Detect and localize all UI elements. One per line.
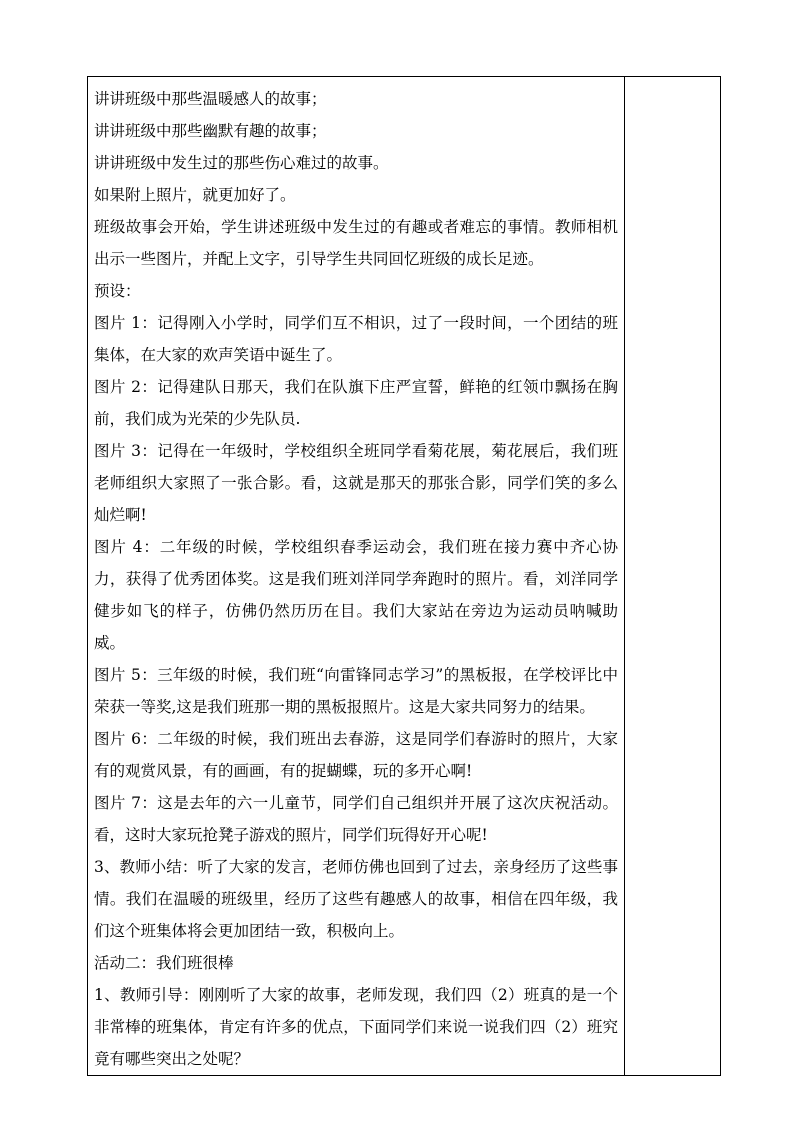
paragraph: 图片 3：记得在一年级时，学校组织全班同学看菊花展，菊花展后，我们班老师组织大家照了一张合影。看，这就是那天的那张合影，同学们笑的多么灿烂啊!	[94, 442, 618, 524]
notes-cell	[625, 77, 721, 1076]
paragraph: 班级故事会开始，学生讲述班级中发生过的有趣或者难忘的事情。教师相机出示一些图片，并配上文字，引导学生共同回忆班级的成长足迹。	[94, 218, 618, 268]
paragraph: 3、教师小结：听了大家的发言，老师仿佛也回到了过去，亲身经历了这些事情。我们在温暖的班级里，经历了这些有趣感人的故事，相信在四年级，我们这个班集体将会更加团结一致，积极向上。	[94, 858, 618, 940]
paragraph: 图片 1：记得刚入小学时，同学们互不相识，过了一段时间，一个团结的班集体，在大家的欢声笑语中诞生了。	[94, 314, 618, 364]
content-cell	[88, 77, 625, 1076]
paragraph: 1、教师引导：刚刚听了大家的故事，老师发现，我们四（2）班真的是一个非常棒的班集体，肯定有许多的优点，下面同学们来说一说我们四（2）班究竟有哪些突出之处呢？	[94, 986, 618, 1068]
paragraph: 图片 7：这是去年的六一儿童节，同学们自己组织并开展了这次庆祝活动。看，这时大家玩抢凳子游戏的照片，同学们玩得好开心呢!	[94, 794, 618, 844]
paragraph: 预设：	[94, 282, 141, 300]
paragraph: 讲讲班级中那些温暖感人的故事；	[94, 90, 327, 108]
paragraph: 讲讲班级中那些幽默有趣的故事；	[94, 122, 327, 140]
lesson-plan-table	[87, 76, 721, 1076]
paragraph: 图片 4：二年级的时候，学校组织春季运动会，我们班在接力赛中齐心协力，获得了优秀团体奖。这是我们班刘洋同学奔跑时的照片。看，刘洋同学健步如飞的样子，仿佛仍然历历在目。我们大家站在旁边为运动员呐喊助威。	[94, 538, 618, 652]
table-row	[88, 77, 721, 1076]
paragraph: 图片 2：记得建队日那天，我们在队旗下庄严宣誓，鲜艳的红领巾飘扬在胸前，我们成为光荣的少先队员.	[94, 378, 618, 428]
paragraph: 活动二：我们班很棒	[94, 954, 234, 972]
content-body	[88, 77, 624, 1075]
paragraph: 图片 6：二年级的时候，我们班出去春游，这是同学们春游时的照片，大家有的观赏风景，有的画画，有的捉蝴蝶，玩的多开心啊!	[94, 730, 618, 780]
paragraph: 如果附上照片，就更加好了。	[94, 186, 296, 204]
paragraph: 讲讲班级中发生过的那些伤心难过的故事。	[94, 154, 389, 172]
paragraph: 图片 5：三年级的时候，我们班“向雷锋同志学习”的黑板报，在学校评比中荣获一等奖,这是我们班那一期的黑板报照片。这是大家共同努力的结果。	[94, 666, 618, 716]
